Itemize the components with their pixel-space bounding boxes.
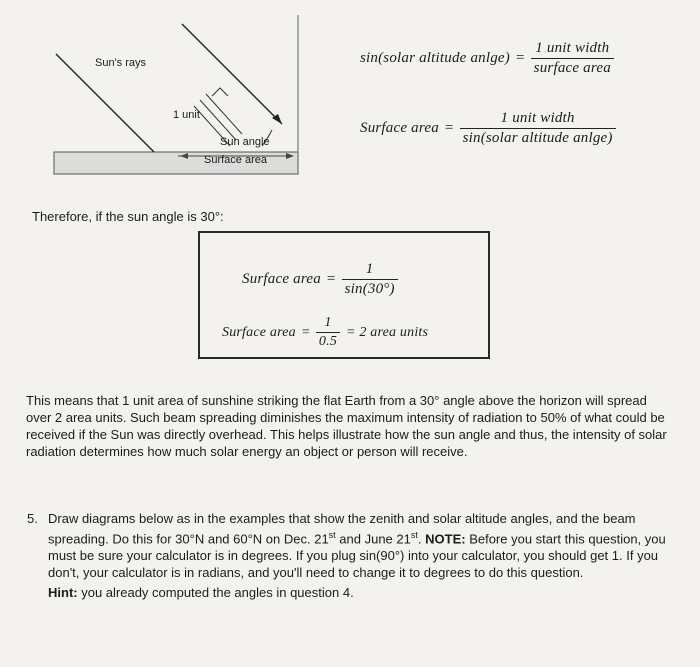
- example2-fraction: [316, 315, 340, 350]
- explanation-paragraph: This means that 1 unit area of sunshine striking the flat Earth from a 30° angle above the horizon will spread over 2 area units. Such beam spreading diminishes the maximum intensity of radiation to 50% of what could be received if the Sun was directly overhead. This helps illustrate how the sun angle and thus, the intensity of solar radiation determines how much solar energy an object or person will receive.: [26, 393, 667, 459]
- example1-denominator: sin(30°): [344, 281, 395, 297]
- example1-numerator: 1: [365, 261, 374, 277]
- example-line-2: Surface area = $\frac{1}{0.5}$ = 2 area units: [222, 315, 429, 349]
- note-label: NOTE:: [425, 531, 466, 547]
- hint-label: Hint:: [48, 585, 78, 600]
- formula2-denominator: sin(solar altitude anlge): [462, 130, 613, 146]
- example2-lhs: Surface area: [222, 324, 296, 340]
- question-text-a: Draw diagrams below as in the examples that show the zenith and solar altitude angles, and the beam spreading. Do this for 30°N and 60°N on Dec. 21: [48, 511, 636, 547]
- question-sup-1: st: [328, 530, 336, 540]
- beam-diagram-graphic: [40, 10, 310, 180]
- example1-fraction: [342, 261, 398, 298]
- one-unit-label: 1 unit: [173, 109, 200, 121]
- hint-text: you already computed the angles in question 4.: [77, 585, 354, 600]
- formula-surface-area: Surface area = $\frac{\text{1 unit width}}{\text{sin(solar altitude anlge)}}$: [360, 110, 616, 147]
- question-text-b: and June 21: [335, 531, 411, 547]
- formula1-fraction: [531, 40, 614, 77]
- question-text-c: .: [417, 531, 426, 547]
- example-calculation-box: [198, 231, 490, 359]
- question-5-body: [48, 510, 668, 581]
- formula2-lhs: Surface area: [360, 120, 439, 136]
- formula2-fraction: [460, 110, 616, 147]
- beam-spreading-diagram: [40, 10, 310, 180]
- formula-sine-definition: sin(solar altitude anlge) = $\frac{\text{1 unit width}}{\text{surface area}}$: [360, 40, 614, 77]
- formula1-lhs: sin(solar altitude anlge): [360, 50, 510, 66]
- hint-line: [48, 584, 354, 601]
- formula2-numerator: 1 unit width: [500, 110, 575, 126]
- therefore-text: Therefore, if the sun angle is 30°:: [32, 209, 224, 224]
- example2-result: = 2 area units: [346, 324, 429, 340]
- question-sup-2: st: [410, 530, 418, 540]
- note-text: Before you start this question, you must be sure your calculator is in degrees. If you plug sin(90°) into your calculator, you should get 1. If you don't, your calculator is in radians, and you'll need to change it to degrees to do this question.: [48, 531, 666, 581]
- example2-denominator: 0.5: [318, 334, 338, 349]
- example-line-1: Surface area = $\frac{1}{\sin(30^\circ)}$: [242, 261, 398, 298]
- formula1-denominator: surface area: [533, 60, 611, 76]
- surface-area-label: Surface area: [204, 154, 267, 166]
- question-number: 5.: [27, 511, 38, 526]
- sun-angle-label: Sun angle: [220, 136, 270, 148]
- example1-lhs: Surface area: [242, 271, 321, 287]
- suns-rays-label: Sun's rays: [95, 57, 147, 69]
- example2-numerator: 1: [324, 315, 332, 330]
- formula1-numerator: 1 unit width: [535, 40, 610, 56]
